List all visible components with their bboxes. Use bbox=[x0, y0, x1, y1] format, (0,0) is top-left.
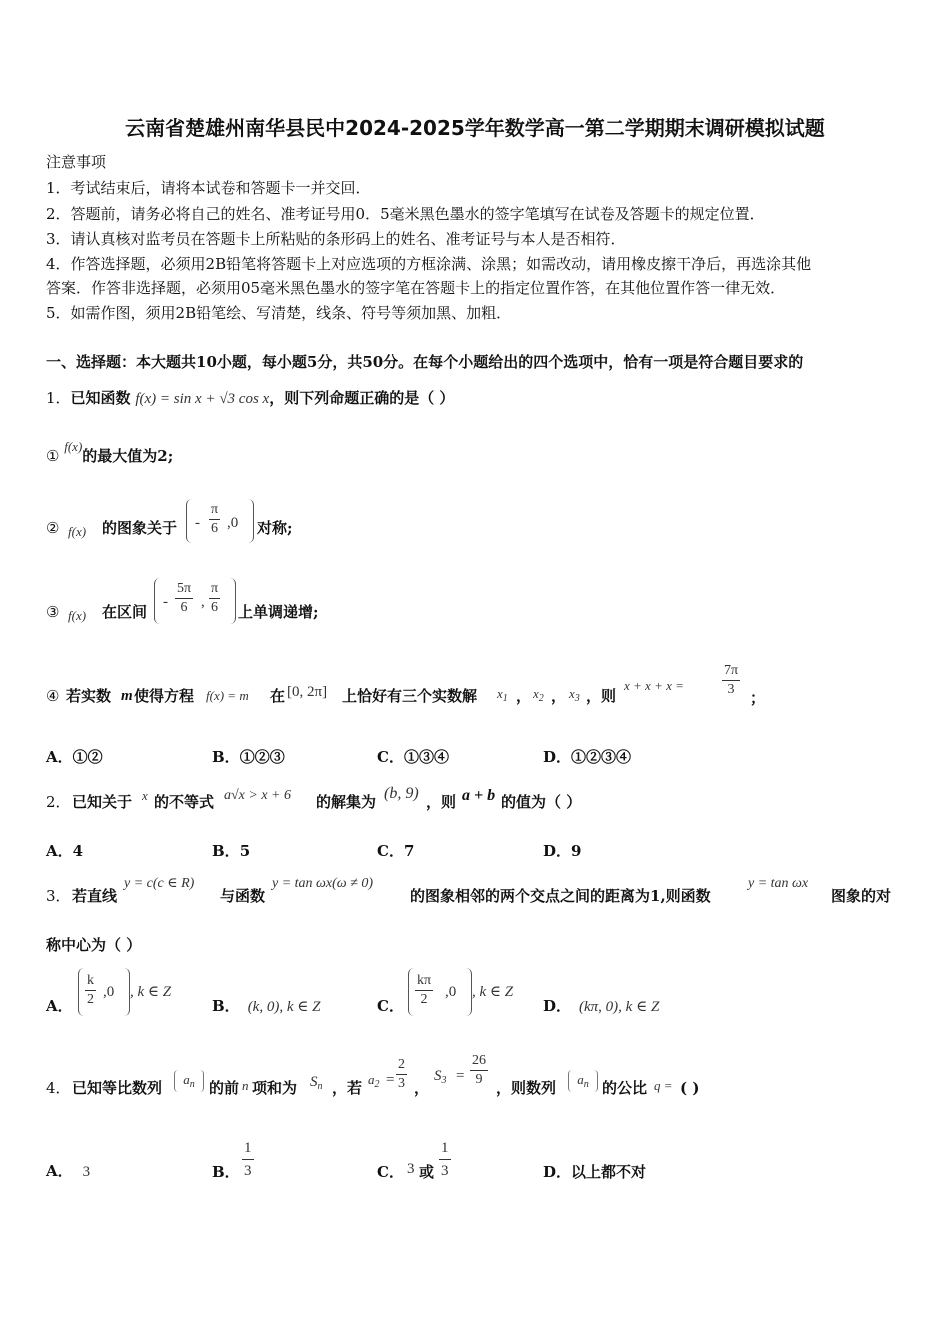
paren-group bbox=[408, 968, 472, 1016]
statement-text: ，则 bbox=[586, 687, 617, 705]
subscript: n bbox=[189, 1079, 195, 1090]
circled-number: ① bbox=[46, 447, 60, 465]
statement-text: 在区间 bbox=[102, 603, 148, 621]
subscript: 2 bbox=[538, 693, 544, 704]
option-b[interactable] bbox=[212, 1135, 292, 1185]
variable: x bbox=[142, 788, 148, 803]
q-text: 的不等式 bbox=[154, 793, 215, 811]
subscript: n bbox=[583, 1079, 589, 1090]
option-a[interactable] bbox=[46, 840, 83, 861]
numerator: kπ bbox=[415, 972, 433, 991]
option-d[interactable] bbox=[543, 1161, 646, 1182]
subscript: 3 bbox=[441, 1075, 447, 1086]
formula: y = c(c ∈ R) bbox=[124, 876, 195, 891]
option-key: D． bbox=[543, 842, 572, 860]
paren-group bbox=[78, 968, 130, 1016]
x-var: x bbox=[569, 686, 575, 701]
q-text: 与函数 bbox=[220, 887, 266, 905]
option-a[interactable] bbox=[46, 966, 196, 1016]
option-value: 9 bbox=[571, 842, 582, 860]
variable: m bbox=[121, 688, 133, 704]
q-text: 的解集为 bbox=[316, 793, 377, 811]
question-number: 1． bbox=[46, 389, 71, 407]
question-1 bbox=[46, 388, 454, 409]
notice-heading: 注意事项 bbox=[46, 153, 107, 171]
condition: , k ∈ Z bbox=[130, 984, 172, 1000]
option-key: D． bbox=[543, 1163, 572, 1181]
equals: = bbox=[456, 1068, 465, 1084]
fraction bbox=[209, 501, 220, 538]
page-title: 云南省楚雄州南华县民中2024-2025学年数学高一第二学期期末调研模拟试题 bbox=[125, 116, 825, 140]
variable: a bbox=[183, 1072, 190, 1087]
statement-text: ； bbox=[750, 689, 766, 707]
q-text: 的值为（ ） bbox=[501, 793, 582, 811]
formula: f(x) bbox=[68, 608, 87, 623]
numerator: 7π bbox=[722, 662, 740, 681]
fraction bbox=[175, 580, 193, 617]
condition: , k ∈ Z bbox=[472, 984, 514, 1000]
fraction bbox=[439, 1137, 451, 1182]
option-key: A． bbox=[46, 997, 73, 1015]
circled-number: ④ bbox=[46, 687, 60, 705]
option-b[interactable] bbox=[212, 840, 250, 861]
formula: [0, 2π] bbox=[287, 684, 328, 700]
statement-text: 若实数 bbox=[66, 687, 112, 705]
statement-text: 上单调递增; bbox=[238, 603, 319, 621]
q-text: ( ) bbox=[680, 1079, 700, 1097]
statement-text: 的最大值为2; bbox=[82, 447, 174, 465]
denominator: 3 bbox=[244, 1163, 252, 1179]
formula: (b, 9) bbox=[384, 785, 419, 802]
question-number: 3． bbox=[46, 887, 71, 905]
q-text: 项和为 bbox=[252, 1079, 298, 1097]
denominator: 9 bbox=[475, 1072, 483, 1087]
option-value: ①②③④ bbox=[571, 748, 632, 766]
option-key: C． bbox=[377, 748, 404, 766]
fraction bbox=[242, 1137, 254, 1182]
option-value: 3 bbox=[407, 1161, 415, 1177]
fraction bbox=[470, 1052, 488, 1089]
denominator: 6 bbox=[180, 600, 188, 615]
option-value: 5 bbox=[239, 842, 251, 860]
q-text: ，若 bbox=[332, 1079, 363, 1097]
fraction bbox=[85, 972, 96, 1009]
question-number: 2． bbox=[46, 793, 71, 811]
separator: ， bbox=[551, 687, 567, 705]
denominator: 3 bbox=[441, 1163, 449, 1179]
q-text: 的前 bbox=[209, 1079, 240, 1097]
denominator: 2 bbox=[420, 992, 428, 1007]
option-a[interactable] bbox=[46, 746, 103, 767]
denominator: 3 bbox=[727, 682, 735, 697]
option-c[interactable] bbox=[377, 1135, 497, 1185]
option-d[interactable] bbox=[543, 995, 659, 1016]
variable bbox=[533, 684, 544, 709]
subscript: 2 bbox=[374, 1079, 380, 1090]
q-text: 图象的对 bbox=[831, 887, 892, 905]
option-d[interactable] bbox=[543, 746, 631, 767]
statement-text: 对称; bbox=[257, 519, 293, 537]
minus-sign: - bbox=[163, 594, 168, 610]
formula: f(x) = sin x + √3 cos x bbox=[135, 391, 270, 407]
paren-group bbox=[186, 499, 254, 543]
statement-text: 上恰好有三个实数解 bbox=[342, 687, 478, 705]
sequence-an bbox=[174, 1070, 204, 1092]
formula: a + b bbox=[462, 787, 496, 804]
q-text: ，则下列命题正确的是（ ） bbox=[269, 389, 455, 407]
s-var: S bbox=[434, 1068, 442, 1084]
variable bbox=[497, 684, 508, 709]
fraction bbox=[209, 580, 220, 617]
circled-number: ③ bbox=[46, 603, 60, 621]
denominator: 6 bbox=[211, 521, 219, 536]
option-b[interactable] bbox=[212, 746, 285, 767]
a-var: a bbox=[368, 1072, 375, 1087]
formula: f(x) bbox=[68, 524, 87, 539]
variable: n bbox=[242, 1078, 249, 1093]
notice-item: 2．答题前，请务必将自己的姓名、准考证号用0．5毫米黑色墨水的签字笔填写在试卷及答题卡的规定位置． bbox=[46, 205, 765, 223]
option-key: D． bbox=[543, 748, 572, 766]
variable bbox=[569, 684, 580, 709]
statement-1 bbox=[46, 439, 174, 467]
equals: = bbox=[386, 1072, 395, 1088]
numerator: 26 bbox=[470, 1052, 488, 1071]
option-key: A． bbox=[46, 748, 73, 766]
denominator: 6 bbox=[211, 600, 219, 615]
option-value: (k, 0), k ∈ Z bbox=[247, 999, 321, 1015]
variable bbox=[310, 1072, 323, 1097]
option-value: ①②③ bbox=[239, 748, 285, 766]
option-value: 7 bbox=[403, 842, 415, 860]
variable: q = bbox=[654, 1078, 673, 1093]
sequence-an bbox=[568, 1070, 598, 1092]
option-value: (kπ, 0), k ∈ Z bbox=[579, 999, 660, 1015]
option-key: A． bbox=[46, 1162, 73, 1180]
subscript: n bbox=[317, 1081, 323, 1092]
formula: y = tan ωx(ω ≠ 0) bbox=[272, 876, 374, 891]
or-text: 或 bbox=[419, 1163, 435, 1181]
separator: ， bbox=[516, 687, 532, 705]
notice-item: 3．请认真核对监考员在答题卡上所粘贴的条形码上的姓名、准考证号与本人是否相符． bbox=[46, 230, 626, 248]
formula: f(x) = m bbox=[206, 688, 249, 703]
option-value: 4 bbox=[72, 842, 84, 860]
notice-item: 5．如需作图，须用2B铅笔绘、写清楚，线条、符号等须加黑、加粗． bbox=[46, 304, 512, 322]
q-text: 的图象相邻的两个交点之间的距离为1,则函数 bbox=[410, 887, 711, 905]
notice-item: 1．考试结束后，请将本试卷和答题卡一并交回． bbox=[46, 179, 371, 197]
coordinate: ,0 bbox=[445, 984, 457, 1000]
subscript: 1 bbox=[502, 693, 508, 704]
q-text: 已知关于 bbox=[72, 793, 133, 811]
question-3-cont: 称中心为（ ） bbox=[46, 936, 142, 954]
q-text: 若直线 bbox=[72, 887, 118, 905]
question-number: 4． bbox=[46, 1079, 71, 1097]
section-heading: 一、选择题：本大题共10小题，每小题5分，共50分。在每个小题给出的四个选项中，恰有一项是符合题目要求的 bbox=[46, 353, 804, 371]
option-b[interactable] bbox=[212, 995, 320, 1016]
variable bbox=[368, 1070, 380, 1095]
minus-sign: - bbox=[195, 515, 200, 531]
option-c[interactable] bbox=[377, 966, 537, 1016]
option-key: D． bbox=[543, 997, 572, 1015]
coordinate: ,0 bbox=[103, 984, 115, 1000]
coordinate: ,0 bbox=[227, 515, 239, 531]
option-c[interactable] bbox=[377, 840, 414, 861]
numerator: 2 bbox=[396, 1056, 407, 1075]
x-var: x bbox=[497, 686, 503, 701]
formula: y = tan ωx bbox=[748, 876, 809, 891]
option-key: C． bbox=[377, 1163, 404, 1181]
denominator: 3 bbox=[398, 1076, 405, 1091]
option-value: ①② bbox=[72, 748, 103, 766]
q-text: ，则数列 bbox=[496, 1079, 557, 1097]
option-key: B． bbox=[212, 748, 240, 766]
q-text: 已知等比数列 bbox=[72, 1079, 163, 1097]
option-key: C． bbox=[377, 997, 404, 1015]
numerator: π bbox=[209, 501, 220, 520]
option-c[interactable] bbox=[377, 746, 449, 767]
q-text: ，则 bbox=[426, 793, 457, 811]
formula: a√x > x + 6 bbox=[224, 788, 292, 803]
option-key: B． bbox=[212, 997, 240, 1015]
fraction bbox=[396, 1056, 407, 1093]
option-key: C． bbox=[377, 842, 404, 860]
option-value: 以上都不对 bbox=[571, 1163, 647, 1181]
option-key: B． bbox=[212, 1163, 240, 1181]
subscript: 3 bbox=[574, 693, 580, 704]
q-text: 的公比 bbox=[602, 1079, 648, 1097]
option-value: 3 bbox=[82, 1164, 91, 1180]
fraction bbox=[415, 972, 433, 1009]
statement-text: 的图象关于 bbox=[102, 519, 178, 537]
separator: ， bbox=[414, 1079, 430, 1097]
notice-item: 4．作答选择题，必须用2B铅笔将答题卡上对应选项的方框涂满、涂黑；如需改动，请用橡皮擦干净后，再选涂其他 bbox=[46, 255, 812, 273]
option-value: ①③④ bbox=[403, 748, 449, 766]
numerator: k bbox=[85, 972, 96, 991]
notice-item: 答案．作答非选择题，必须用05毫米黑色墨水的签字笔在答题卡上的指定位置作答，在其他位置作答一律无效． bbox=[46, 279, 786, 297]
formula: x + x + x = bbox=[624, 678, 684, 693]
fraction bbox=[722, 662, 740, 699]
statement-text: 使得方程 bbox=[134, 687, 195, 705]
q-text: 已知函数 bbox=[70, 389, 131, 407]
variable bbox=[434, 1066, 447, 1091]
formula: f(x) bbox=[64, 439, 83, 454]
variable: a bbox=[577, 1072, 584, 1087]
paren-group bbox=[154, 578, 236, 624]
option-key: B． bbox=[212, 842, 240, 860]
statement-text: 在 bbox=[270, 687, 286, 705]
numerator: 1 bbox=[439, 1137, 451, 1160]
option-key: A． bbox=[46, 842, 73, 860]
option-d[interactable] bbox=[543, 840, 581, 861]
denominator: 2 bbox=[87, 992, 94, 1007]
s-var: S bbox=[310, 1074, 318, 1090]
option-a[interactable] bbox=[46, 1160, 90, 1181]
numerator: 1 bbox=[242, 1137, 254, 1160]
comma: , bbox=[201, 594, 205, 610]
x-var: x bbox=[533, 686, 539, 701]
circled-number: ② bbox=[46, 519, 60, 537]
numerator: 5π bbox=[175, 580, 193, 599]
numerator: π bbox=[209, 580, 220, 599]
